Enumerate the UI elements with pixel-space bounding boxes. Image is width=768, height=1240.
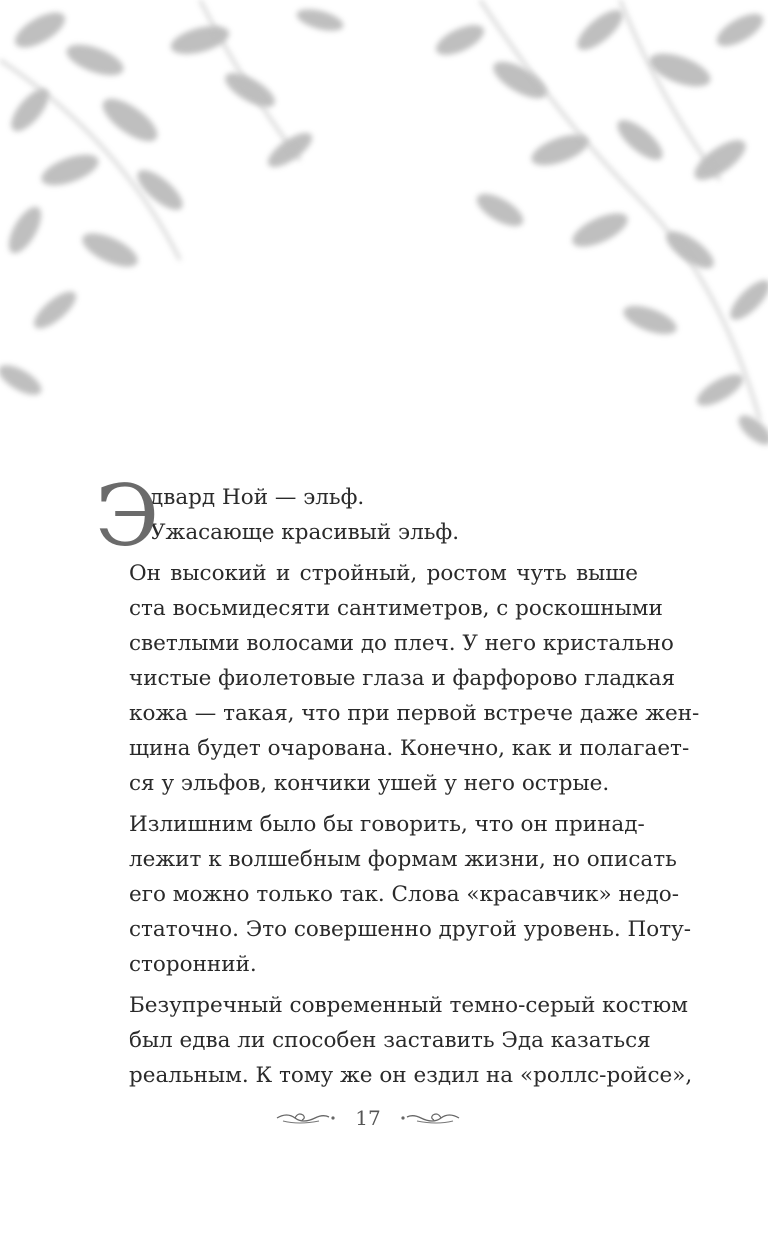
paragraph — [101, 556, 700, 801]
right-ornament-icon — [399, 1108, 461, 1128]
opening-line: двард Ной — эльф. — [150, 485, 365, 510]
paragraph — [101, 807, 692, 982]
text-line: щина будет очарована. Конечно, как и полагает- — [129, 736, 690, 761]
text-line: его можно только так. Слова «красавчик» недо- — [129, 882, 679, 907]
opening-block — [95, 467, 638, 565]
text-line: реальным. К тому же он ездил на «роллс-ройсе», — [129, 1063, 693, 1088]
text-line: Безупречный современный темно-серый костюм — [129, 993, 688, 1018]
opening-line: Ужасающе красивый эльф. — [150, 520, 460, 545]
text-line: ста восьмидесяти сантиметров, с роскошными — [129, 596, 663, 621]
page-footer — [268, 1100, 468, 1136]
text-line: светлыми волосами до плеч. У него кристально — [129, 631, 674, 656]
drop-cap: Э — [95, 467, 160, 565]
left-ornament-icon — [275, 1108, 337, 1128]
paragraph — [101, 988, 693, 1093]
text-line: был едва ли способен заставить Эда казаться — [129, 1028, 651, 1053]
text-line: статочно. Это совершенно другой уровень. Поту- — [129, 917, 692, 942]
text-line: Излишним было бы говорить, что он принад- — [129, 812, 645, 837]
body-text — [95, 467, 700, 1093]
leaf-shadow-decoration — [0, 0, 768, 470]
text-line: чистые фиолетовые глаза и фарфорово гладкая — [129, 666, 676, 691]
text-line: лежит к волшебным формам жизни, но описать — [129, 847, 677, 872]
text-line: сторонний. — [129, 952, 257, 977]
page-number: 17 — [355, 1106, 381, 1130]
text-line: Он высокий и стройный, ростом чуть выше — [129, 561, 638, 586]
text-line: ся у эльфов, кончики ушей у него острые. — [129, 771, 610, 796]
text-line: кожа — такая, что при первой встрече даже жен- — [129, 701, 700, 726]
